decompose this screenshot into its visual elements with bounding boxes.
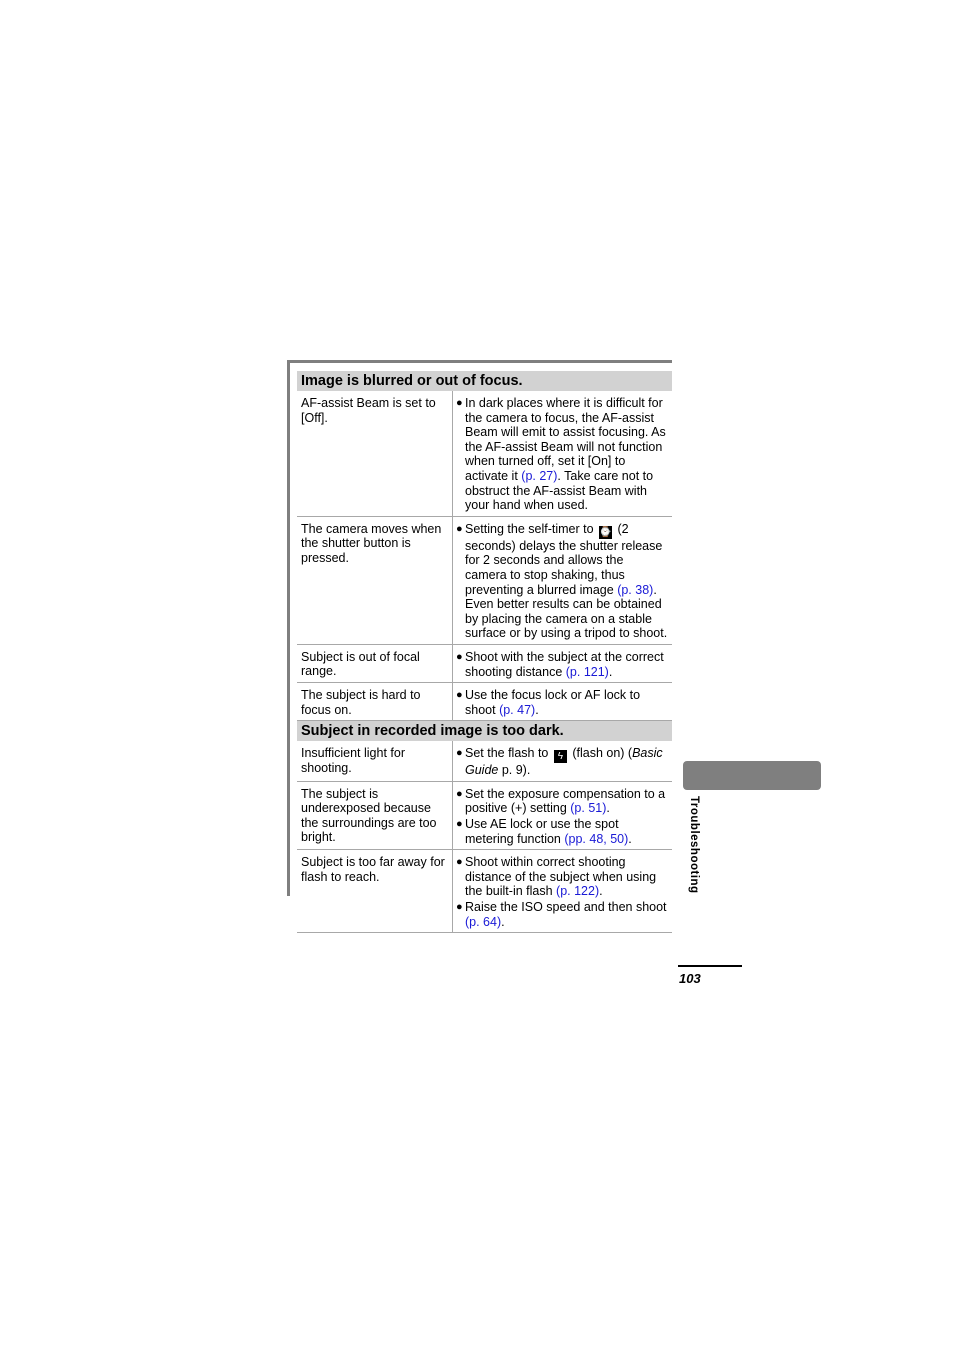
- frame-top-border: [287, 360, 672, 363]
- section-heading: Image is blurred or out of focus.: [297, 371, 672, 391]
- text-span: .: [608, 664, 613, 679]
- text-span: (2 seconds) delays the shutter release for 2 seconds and allows the camera to stop shaking, thus preventing a blurred image: [465, 521, 663, 597]
- italic-text: Basic Guide: [465, 746, 663, 778]
- table-row: [297, 850, 672, 933]
- page-reference-link[interactable]: (p. 122): [556, 884, 600, 899]
- cause-cell: Subject is too far away for flash to reach.: [297, 850, 453, 932]
- table-row: [297, 645, 672, 683]
- text-span: p. 9).: [498, 763, 531, 778]
- self-timer-2sec-icon: ⌚: [599, 526, 612, 538]
- page-reference-link[interactable]: (pp. 48, 50): [564, 831, 629, 846]
- remedy-text: [465, 855, 668, 899]
- text-span: .: [599, 884, 603, 899]
- flash-on-icon: ϟ: [554, 750, 567, 763]
- text-span: Use AE lock or use the spot metering function: [465, 817, 619, 846]
- text-span: Set the exposure compensation to a positive (+) setting: [465, 786, 666, 816]
- page-reference-link[interactable]: (p. 27): [521, 468, 558, 483]
- remedy-item: [456, 688, 668, 717]
- text-span: Shoot within correct shooting distance of the subject when using the built-in flash: [465, 855, 657, 899]
- chapter-side-label: Troubleshooting: [688, 796, 700, 894]
- remedy-text: [465, 650, 668, 679]
- text-span: In dark places where it is difficult for the camera to focus, the AF-assist Beam will emit to assist focusing. As the AF-assist Beam will not function when turned off, set it [On] to activate it: [465, 396, 666, 483]
- cause-cell: The subject is hard to focus on.: [297, 683, 453, 720]
- remedy-item: [456, 817, 668, 846]
- page-reference-link[interactable]: (p. 38): [617, 582, 654, 597]
- frame-left-border: [287, 360, 290, 896]
- remedy-cell: [453, 850, 672, 932]
- text-span: Use the focus lock or AF lock to shoot: [465, 688, 641, 717]
- remedy-item: [456, 787, 668, 816]
- text-span: Shoot with the subject at the correct shooting distance: [465, 649, 664, 679]
- remedy-item: [456, 396, 668, 513]
- page-reference-link[interactable]: (p. 47): [499, 702, 536, 717]
- text-span: . Take care not to obstruct the AF-assist Beam with your hand when used.: [465, 468, 654, 513]
- page-reference-link[interactable]: (p. 51): [570, 801, 607, 816]
- remedy-cell: [453, 517, 672, 644]
- page-number-rule: [678, 965, 742, 967]
- text-span: .: [535, 702, 539, 717]
- remedy-text: [465, 522, 668, 641]
- bullet-icon: ●: [456, 522, 463, 535]
- table-row: [297, 782, 672, 850]
- cause-cell: The subject is underexposed because the surroundings are too bright.: [297, 782, 453, 849]
- bullet-icon: ●: [456, 747, 463, 760]
- cause-cell: AF-assist Beam is set to [Off].: [297, 391, 453, 516]
- remedy-item: [456, 522, 668, 641]
- cause-cell: Insufficient light for shooting.: [297, 741, 453, 781]
- remedy-text: [465, 817, 668, 846]
- text-span: (flash on) (: [568, 746, 633, 761]
- text-span: Set the flash to: [465, 746, 552, 761]
- text-span: Setting the self-timer to: [465, 521, 598, 536]
- remedy-item: [456, 746, 668, 778]
- table-row: [297, 517, 672, 645]
- table-row: [297, 391, 672, 517]
- cause-cell: Subject is out of focal range.: [297, 645, 453, 682]
- text-span: Raise the ISO speed and then shoot: [465, 900, 667, 915]
- remedy-text: [465, 746, 668, 778]
- bullet-icon: ●: [456, 689, 463, 702]
- table-row: [297, 741, 672, 782]
- troubleshooting-table: [297, 371, 672, 933]
- remedy-text: [465, 396, 668, 513]
- text-span: .: [501, 914, 505, 929]
- remedy-cell: [453, 645, 672, 682]
- remedy-cell: [453, 683, 672, 720]
- page-reference-link[interactable]: (p. 121): [565, 664, 609, 679]
- page-number: 103: [679, 971, 701, 986]
- remedy-cell: [453, 741, 672, 781]
- cause-cell: The camera moves when the shutter button is pressed.: [297, 517, 453, 644]
- remedy-cell: [453, 782, 672, 849]
- remedy-text: [465, 688, 668, 717]
- remedy-text: [465, 787, 668, 816]
- remedy-item: [456, 650, 668, 679]
- remedy-cell: [453, 391, 672, 516]
- table-row: [297, 683, 672, 721]
- bullet-icon: ●: [456, 856, 463, 869]
- section-heading: Subject in recorded image is too dark.: [297, 721, 672, 741]
- text-span: . Even better results can be obtained by placing the camera on a stable surface or by using a tripod to shoot.: [465, 582, 668, 641]
- remedy-item: [456, 855, 668, 899]
- text-span: .: [628, 831, 632, 846]
- text-span: .: [606, 801, 610, 816]
- bullet-icon: ●: [456, 901, 463, 914]
- remedy-text: [465, 900, 668, 929]
- bullet-icon: ●: [456, 650, 463, 663]
- chapter-tab: [683, 761, 821, 790]
- bullet-icon: ●: [456, 787, 463, 800]
- page-reference-link[interactable]: (p. 64): [465, 914, 502, 929]
- bullet-icon: ●: [456, 397, 463, 409]
- remedy-item: [456, 900, 668, 929]
- bullet-icon: ●: [456, 818, 463, 831]
